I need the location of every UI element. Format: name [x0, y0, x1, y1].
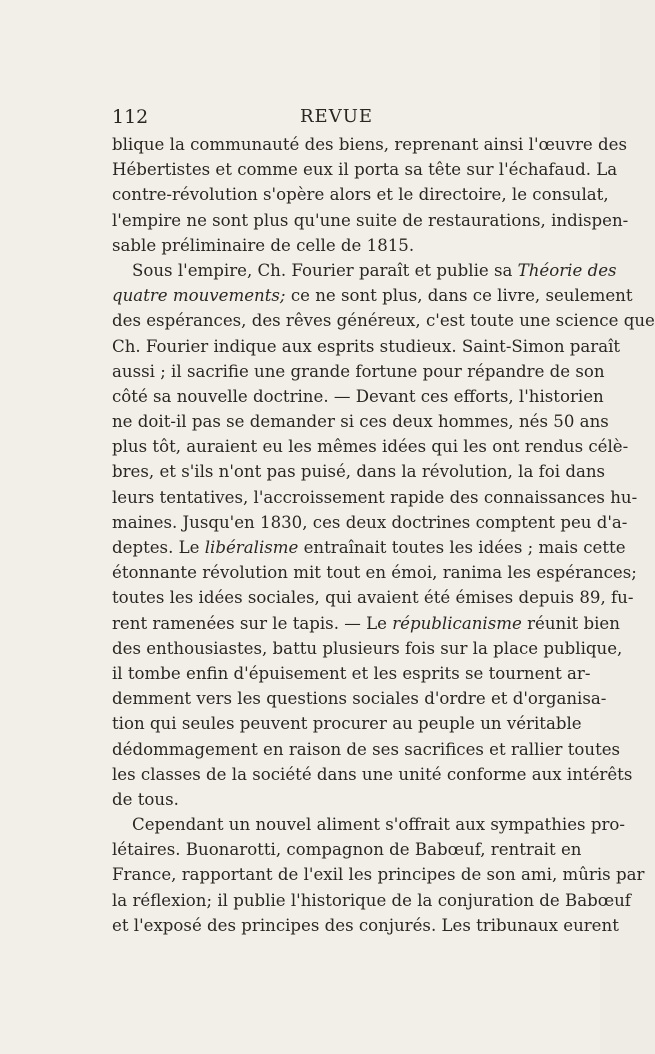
- text-line: France, rapportant de l'exil les principes de son ami, mûris par: [112, 865, 645, 885]
- text-run: deptes. Le: [112, 538, 200, 557]
- text-line: demment vers les questions sociales d'ordre et d'organisa-: [112, 689, 607, 709]
- text-run: entraînait toutes les idées ; mais cette: [303, 538, 626, 557]
- text-line: de tous.: [112, 789, 179, 809]
- text-line: tion qui seules peuvent procurer au peuple un véritable: [112, 714, 582, 734]
- term-italic: républicanisme: [392, 613, 522, 633]
- text-line: aussi ; il sacrifie une grande fortune pour répandre de son: [112, 361, 605, 381]
- text-run: ce ne sont plus, dans ce livre, seulement: [290, 286, 633, 306]
- text-line: bres, et s'ils n'ont pas puisé, dans la révolution, la foi dans: [112, 462, 606, 482]
- book-title-italic: quatre mouvements;: [112, 286, 286, 306]
- text-line: [112, 258, 617, 283]
- text-line: létaires. Buonarotti, compagnon de Babœuf, rentrait en: [112, 840, 582, 860]
- text-line: la réflexion; il publie l'historique de la conjuration de Babœuf: [112, 890, 631, 910]
- text-line: plus tôt, auraient eu les mêmes idées qui les ont rendus célè-: [112, 437, 629, 457]
- text-line: [112, 283, 633, 308]
- text-line: Cependant un nouvel aliment s'offrait aux sympathies pro-: [132, 815, 625, 835]
- text-line: sable préliminaire de celle de 1815.: [112, 235, 415, 255]
- text-run: réunit bien: [527, 613, 620, 633]
- text-line: [112, 535, 626, 560]
- text-line: dédommagement en raison de ses sacrifices et rallier toutes: [112, 739, 621, 759]
- text-line: maines. Jusqu'en 1830, ces deux doctrines comptent peu d'a-: [112, 512, 628, 532]
- book-title-italic: Théorie des: [517, 260, 617, 280]
- text-line: côté sa nouvelle doctrine. — Devant ces efforts, l'historien: [112, 386, 604, 406]
- text-line: étonnante révolution mit tout en émoi, ranima les espérances;: [112, 563, 637, 583]
- page-header: [112, 106, 570, 130]
- text-line: Hébertistes et comme eux il porta sa tête sur l'échafaud. La: [112, 160, 618, 180]
- page-number: 112: [112, 106, 149, 128]
- term-italic: libéralisme: [204, 538, 299, 557]
- text-line: contre-révolution s'opère alors et le directoire, le consulat,: [112, 185, 609, 205]
- text-line: l'empire ne sont plus qu'une suite de restaurations, indispen-: [112, 210, 629, 230]
- text-line: des espérances, des rêves généreux, c'est toute une science que: [112, 311, 655, 331]
- text-line: et l'exposé des principes des conjurés. Les tribunaux eurent: [112, 915, 619, 935]
- text-run: Sous l'empire, Ch. Fourier paraît et publie sa: [132, 260, 513, 280]
- text-line: ne doit-il pas se demander si ces deux hommes, nés 50 ans: [112, 412, 609, 432]
- text-line: il tombe enfin d'épuisement et les esprits se tournent ar-: [112, 663, 591, 683]
- running-head: REVUE: [300, 106, 374, 127]
- body-text: [112, 132, 655, 938]
- text-line: [112, 611, 620, 636]
- text-line: blique la communauté des biens, reprenant ainsi l'œuvre des: [112, 135, 627, 154]
- text-line: les classes de la société dans une unité conforme aux intérêts: [112, 764, 633, 784]
- text-line: Ch. Fourier indique aux esprits studieux. Saint-Simon paraît: [112, 336, 621, 356]
- text-run: rent ramenées sur le tapis. — Le: [112, 613, 387, 633]
- text-line: des enthousiastes, battu plusieurs fois sur la place publique,: [112, 638, 623, 658]
- text-line: toutes les idées sociales, qui avaient été émises depuis 89, fu-: [112, 588, 634, 608]
- text-line: leurs tentatives, l'accroissement rapide des connaissances hu-: [112, 487, 638, 507]
